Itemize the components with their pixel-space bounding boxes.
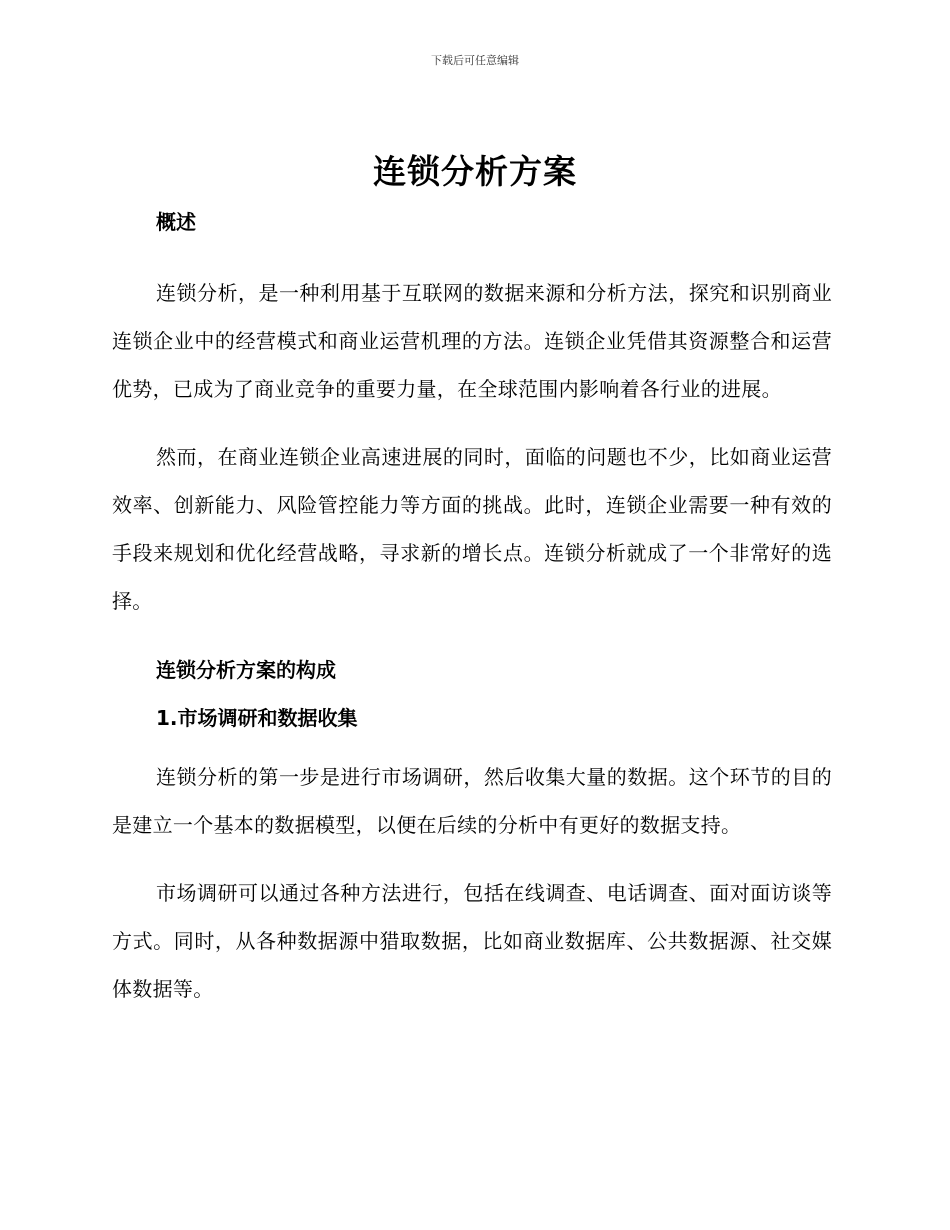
section-heading-overview: 概述 [156,210,196,234]
document-title: 连锁分析方案 [373,152,577,191]
paragraph-overview-1: 连锁分析，是一种利用基于互联网的数据来源和分析方法，探究和识别商业连锁企业中的经营模式和商业运营机理的方法。连锁企业凭借其资源整合和运营优势，已成为了商业竞争的重要力量，在全球范围内影响着各行业的进展。 [112,281,832,401]
paragraph-overview-2: 然而，在商业连锁企业高速进展的同时，面临的问题也不少，比如商业运营效率、创新能力、风险管控能力等方面的挑战。此时，连锁企业需要一种有效的手段来规划和优化经营战略，寻求新的增长点。连锁分析就成了一个非常好的选择。 [112,445,832,613]
section-heading-composition: 连锁分析方案的构成 [156,658,336,682]
page-header: 下载后可任意编辑 [431,54,519,67]
document-body [112,205,832,1013]
paragraph-market-2: 市场调研可以通过各种方法进行，包括在线调查、电话调查、面对面访谈等方式。同时，从各种数据源中猎取数据，比如商业数据库、公共数据源、社交媒体数据等。 [112,881,832,1001]
paragraph-market-1: 连锁分析的第一步是进行市场调研，然后收集大量的数据。这个环节的目的是建立一个基本的数据模型，以便在后续的分析中有更好的数据支持。 [112,765,832,837]
subsection-heading-market-research: 1.市场调研和数据收集 [156,706,358,730]
